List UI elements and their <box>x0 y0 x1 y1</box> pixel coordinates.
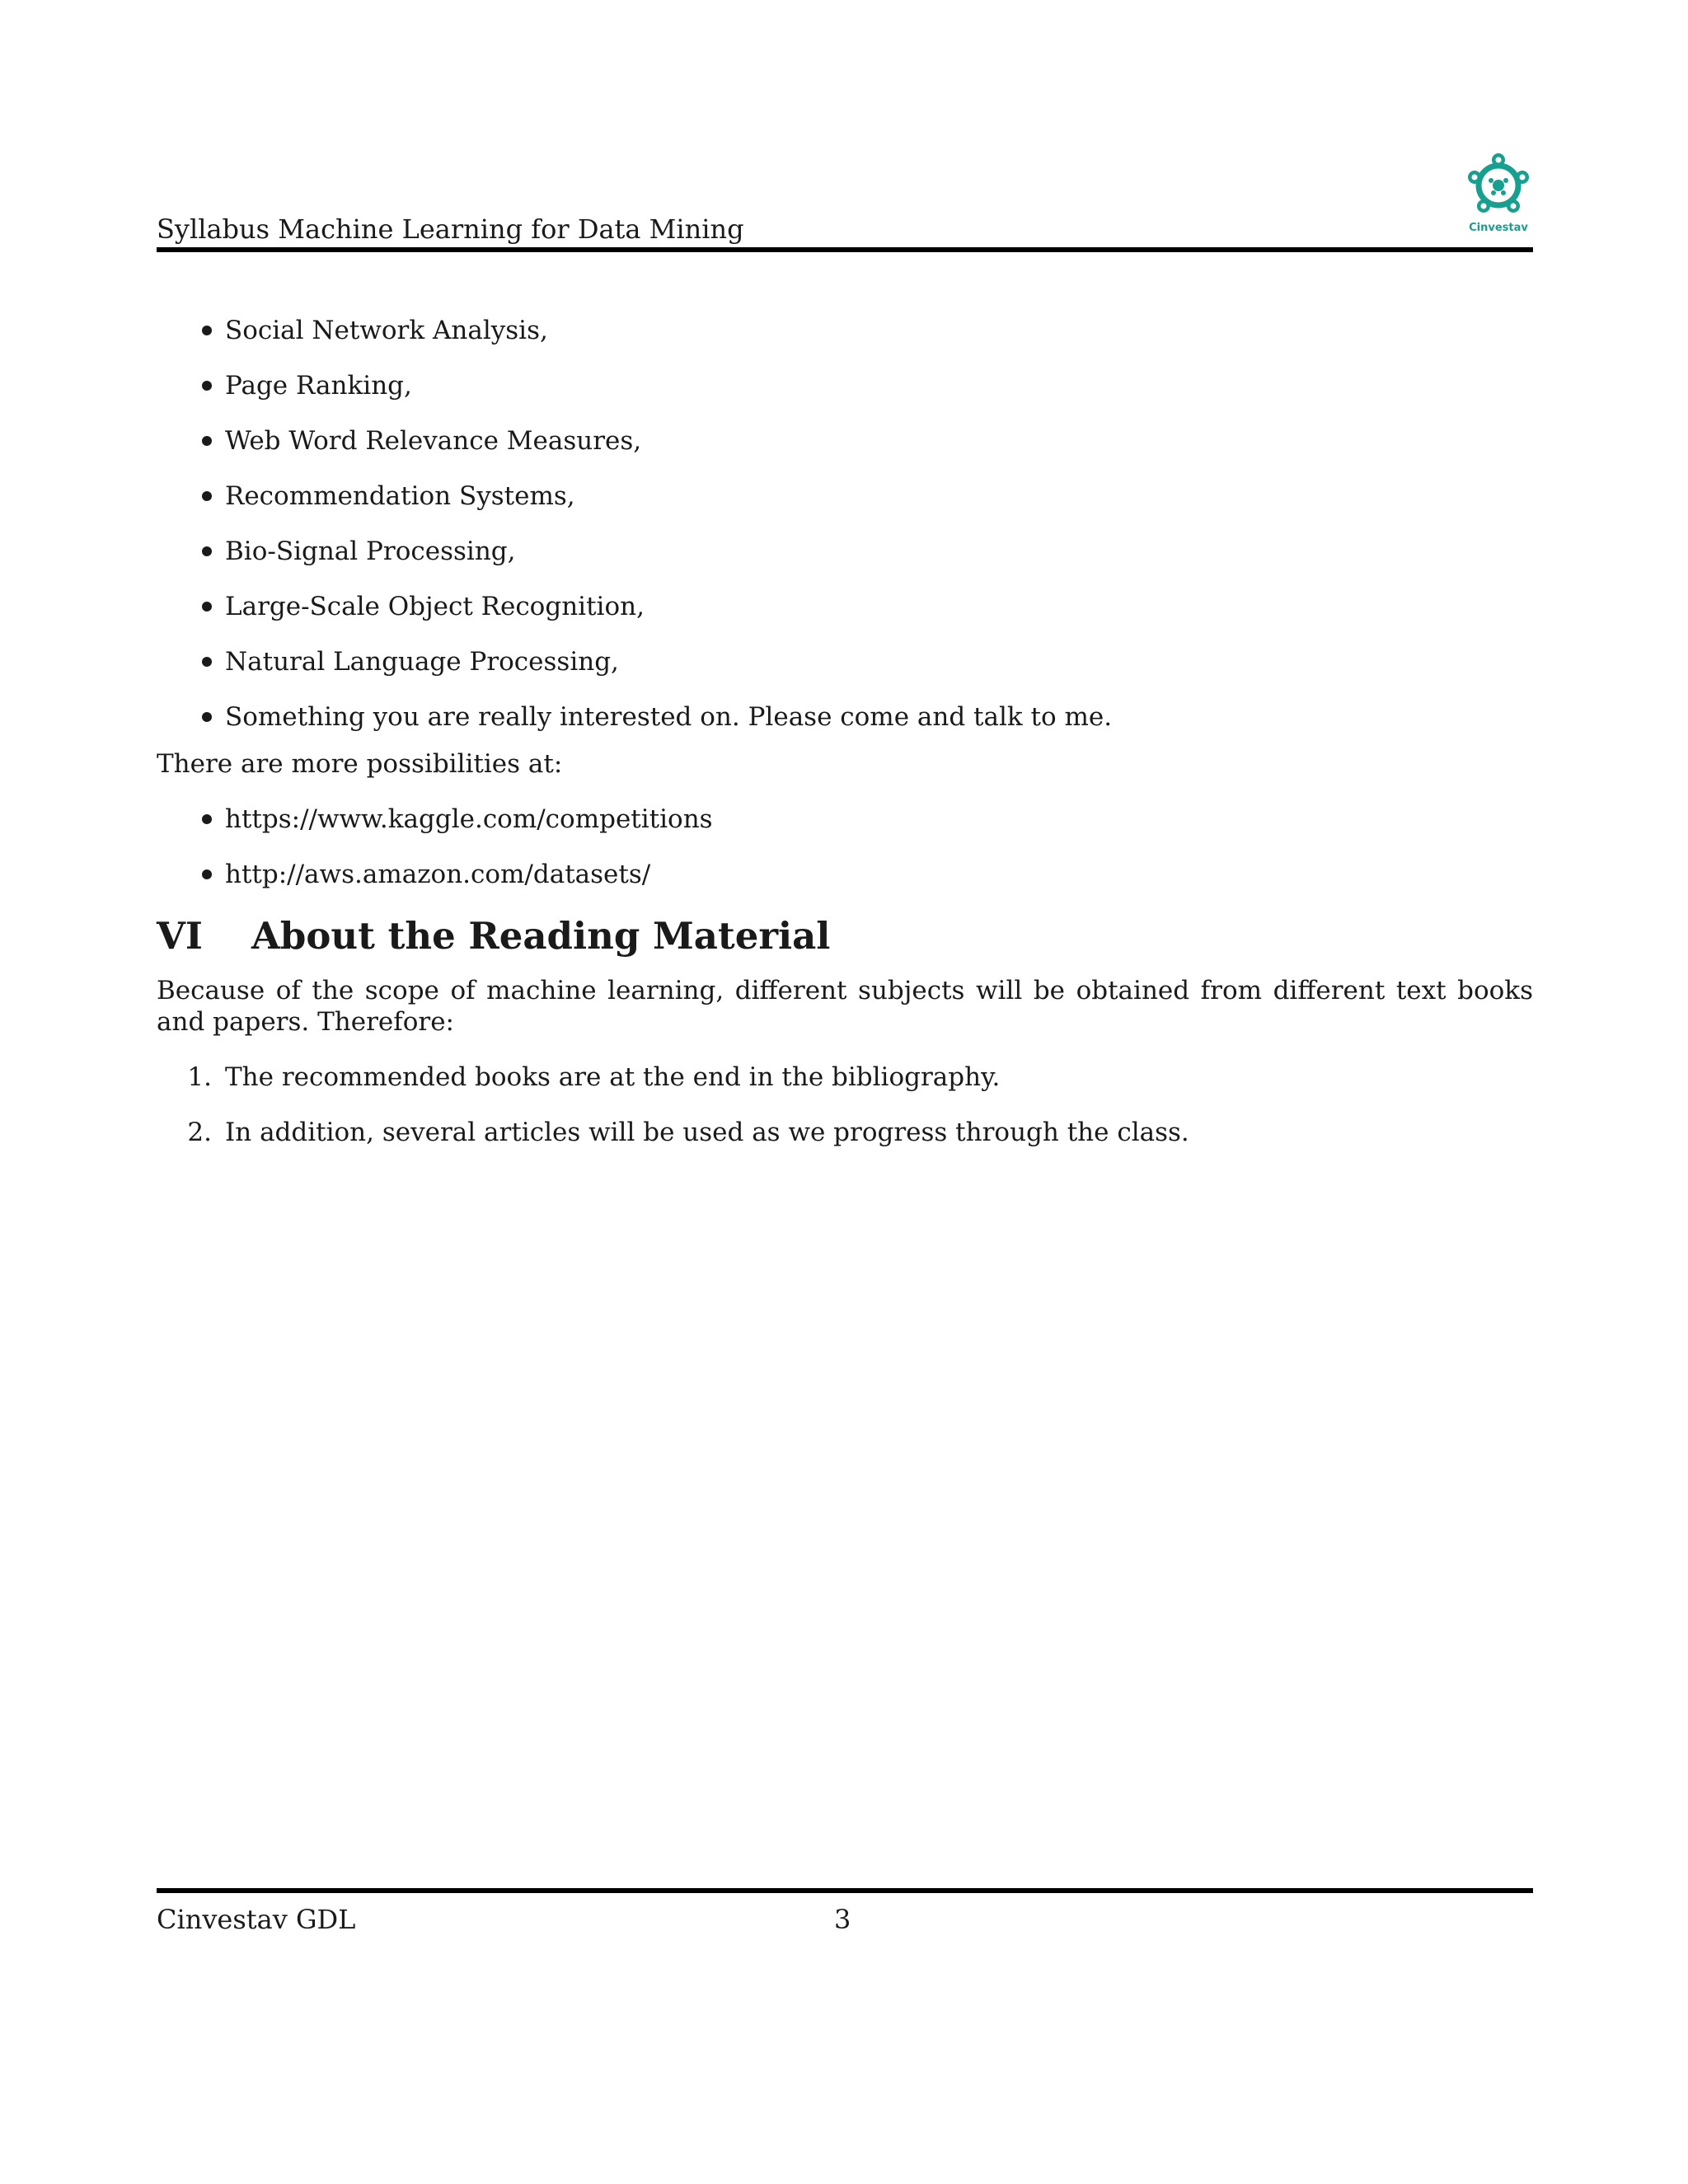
list-item-text: In addition, several articles will be used as we progress through the class. <box>225 1118 1189 1147</box>
kaggle-link[interactable]: https://www.kaggle.com/competitions <box>225 804 713 834</box>
section-intro: Because of the scope of machine learning, different subjects will be obtained from different text books and papers. Therefore: <box>157 976 1533 1037</box>
list-number: 2. <box>187 1118 212 1147</box>
list-item <box>157 646 1533 677</box>
bullet-icon <box>157 315 212 346</box>
list-item-text: The recommended books are at the end in the bibliography. <box>225 1062 1001 1092</box>
list-item <box>157 480 1533 512</box>
header-rule <box>157 247 1533 252</box>
list-item <box>157 701 1533 733</box>
reading-list <box>157 1062 1533 1148</box>
list-item <box>157 591 1533 622</box>
list-item <box>157 1117 1533 1148</box>
page-header <box>157 152 1533 253</box>
list-item-text: Web Word Relevance Measures, <box>225 426 642 456</box>
page-number: 3 <box>834 1904 851 1935</box>
list-number: 1. <box>187 1062 212 1092</box>
footer-rule <box>157 1888 1533 1893</box>
bullet-icon <box>157 591 212 622</box>
list-item <box>157 425 1533 457</box>
footer-institution: Cinvestav GDL <box>157 1904 356 1935</box>
aws-datasets-link[interactable]: http://aws.amazon.com/datasets/ <box>225 860 651 889</box>
list-item <box>157 370 1533 401</box>
list-item-text: Social Network Analysis, <box>225 316 548 345</box>
link-item <box>157 804 1533 835</box>
bullet-icon <box>157 859 212 890</box>
logo-wordmark: Cinvestav <box>1469 222 1528 234</box>
bullet-icon <box>157 646 212 677</box>
section-number: VI <box>157 914 203 958</box>
section-heading <box>157 914 1533 958</box>
list-item <box>157 315 1533 346</box>
list-item-text: Natural Language Processing, <box>225 647 619 677</box>
page-body <box>157 315 1533 1172</box>
list-item <box>157 536 1533 567</box>
bullet-icon <box>157 425 212 457</box>
cinvestav-logo <box>1464 152 1533 241</box>
bullet-icon <box>157 480 212 512</box>
list-item-text: Something you are really interested on. Please come and talk to me. <box>225 702 1113 732</box>
list-item-text: Recommendation Systems, <box>225 481 575 511</box>
bullet-icon <box>157 701 212 733</box>
possibilities-intro: There are more possibilities at: <box>157 749 563 779</box>
bullet-icon <box>157 536 212 567</box>
cinvestav-emblem-icon <box>1465 152 1531 218</box>
link-item <box>157 859 1533 890</box>
links-list <box>157 804 1533 890</box>
bullet-icon <box>157 804 212 835</box>
section-title: About the Reading Material <box>251 914 831 958</box>
bullet-icon <box>157 370 212 401</box>
header-title: Syllabus Machine Learning for Data Mining <box>157 213 744 245</box>
list-item-text: Page Ranking, <box>225 371 412 401</box>
list-item-text: Bio-Signal Processing, <box>225 537 516 566</box>
list-item-text: Large-Scale Object Recognition, <box>225 592 645 621</box>
topics-list <box>157 315 1533 733</box>
list-item <box>157 1062 1533 1093</box>
